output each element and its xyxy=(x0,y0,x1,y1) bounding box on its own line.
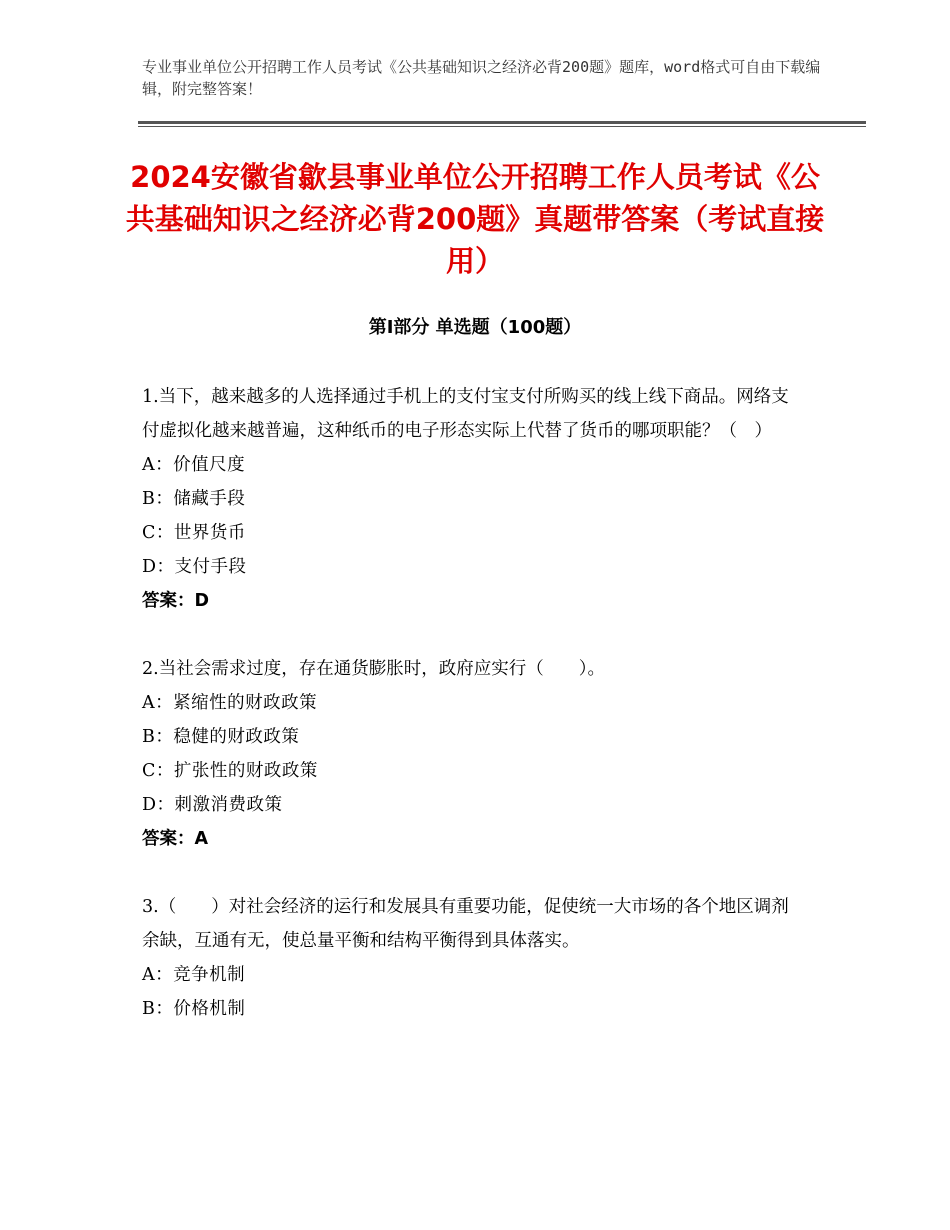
question-list xyxy=(142,380,802,1060)
question-text: 3.（ ）对社会经济的运行和发展具有重要功能，促使统一大市场的各个地区调剂余缺，互通有无，使总量平衡和结构平衡得到具体落实。 xyxy=(142,897,789,951)
option-d: D：支付手段 xyxy=(142,557,247,577)
header-note: 专业事业单位公开招聘工作人员考试《公共基础知识之经济必背200题》题库，word格式可自由下载编辑，附完整答案！ xyxy=(142,58,821,98)
part-heading: 第Ⅰ部分 单选题（100题） xyxy=(368,317,582,338)
document-title: 2024安徽省歙县事业单位公开招聘工作人员考试《公共基础知识之经济必背200题》真题带答案（考试直接用） xyxy=(125,160,825,278)
option-b: B：储藏手段 xyxy=(142,489,246,509)
option-b: B：稳健的财政政策 xyxy=(142,727,300,747)
option-c: C：世界货币 xyxy=(142,523,246,543)
option-a: A：价值尺度 xyxy=(142,455,246,475)
question-1 xyxy=(142,380,802,618)
header-rule-thick xyxy=(138,121,866,124)
option-a: A：紧缩性的财政政策 xyxy=(142,693,318,713)
header-rule-thin xyxy=(138,126,866,127)
option-b: B：价格机制 xyxy=(142,999,246,1019)
question-2 xyxy=(142,652,802,856)
question-text: 2.当社会需求过度，存在通货膨胀时，政府应实行（ ）。 xyxy=(142,659,605,679)
option-c: C：扩张性的财政政策 xyxy=(142,761,318,781)
answer: 答案：D xyxy=(142,591,210,611)
option-d: D：刺激消费政策 xyxy=(142,795,283,815)
option-a: A：竞争机制 xyxy=(142,965,246,985)
question-3 xyxy=(142,890,802,1026)
answer: 答案：A xyxy=(142,829,209,849)
question-text: 1.当下，越来越多的人选择通过手机上的支付宝支付所购买的线上线下商品。网络支付虚拟化越来越普遍，这种纸币的电子形态实际上代替了货币的哪项职能？（ ） xyxy=(142,387,789,441)
